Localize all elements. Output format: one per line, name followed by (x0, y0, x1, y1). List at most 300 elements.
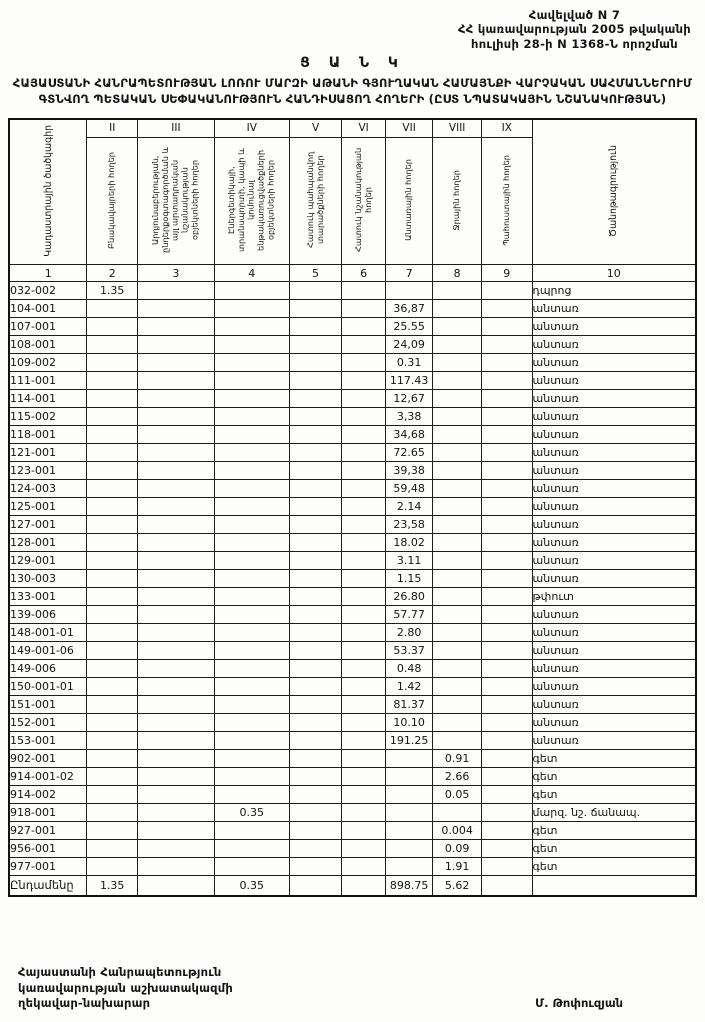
row-value (87, 840, 138, 858)
row-value (289, 804, 342, 822)
row-code: 956-001 (9, 840, 87, 858)
row-value (87, 750, 138, 768)
row-value (87, 318, 138, 336)
row-value (214, 588, 289, 606)
row-value: 34,68 (385, 426, 433, 444)
row-value (214, 462, 289, 480)
row-note: անտառ (532, 570, 696, 588)
row-value (433, 516, 482, 534)
row-code: 128-001 (9, 534, 87, 552)
row-value: 2.80 (385, 624, 433, 642)
header-industrial-lands: Արդյունաբերության, ընդերքօգտագործման և այլ արտադրական նշանակության օբյեկտների հողեր (137, 138, 214, 265)
row-value (433, 336, 482, 354)
row-value (433, 300, 482, 318)
row-value (342, 714, 386, 732)
row-value (342, 804, 386, 822)
row-value (137, 804, 214, 822)
row-value (87, 714, 138, 732)
table-row (9, 570, 696, 588)
table-row (9, 588, 696, 606)
row-value (87, 642, 138, 660)
row-value (137, 426, 214, 444)
row-value (137, 696, 214, 714)
total-value: 5.62 (433, 876, 482, 897)
row-value: 23,58 (385, 516, 433, 534)
table-row (9, 516, 696, 534)
row-note: անտառ (532, 444, 696, 462)
row-value (137, 318, 214, 336)
row-value (87, 570, 138, 588)
row-code: 151-001 (9, 696, 87, 714)
row-value (481, 840, 532, 858)
row-note: անտառ (532, 300, 696, 318)
row-value (137, 588, 214, 606)
table-row (9, 552, 696, 570)
row-note: դպրոց (532, 282, 696, 300)
row-value: 26.80 (385, 588, 433, 606)
row-value (214, 768, 289, 786)
column-number: 4 (214, 265, 289, 282)
row-value: 2.66 (433, 768, 482, 786)
row-value (342, 300, 386, 318)
row-value (342, 552, 386, 570)
row-value (87, 588, 138, 606)
row-value (137, 606, 214, 624)
row-note: անտառ (532, 642, 696, 660)
row-value (342, 354, 386, 372)
row-value (481, 462, 532, 480)
row-note: անտառ (532, 426, 696, 444)
row-note: անտառ (532, 390, 696, 408)
row-code: 115-002 (9, 408, 87, 426)
total-value (532, 876, 696, 897)
row-code: 104-001 (9, 300, 87, 318)
row-value (289, 822, 342, 840)
row-note: անտառ (532, 516, 696, 534)
row-value (289, 858, 342, 876)
table-row (9, 426, 696, 444)
total-row (9, 876, 696, 897)
row-value (214, 858, 289, 876)
row-value (481, 588, 532, 606)
row-value (481, 498, 532, 516)
row-value: 0.48 (385, 660, 433, 678)
row-value (342, 732, 386, 750)
total-value: 0.35 (214, 876, 289, 897)
row-value (137, 822, 214, 840)
row-value (289, 714, 342, 732)
row-value (433, 282, 482, 300)
row-value: 10.10 (385, 714, 433, 732)
column-number: 5 (289, 265, 342, 282)
row-value (289, 408, 342, 426)
table-row (9, 660, 696, 678)
row-code: 152-001 (9, 714, 87, 732)
row-value: 0.05 (433, 786, 482, 804)
column-number: 1 (9, 265, 87, 282)
row-value (214, 570, 289, 588)
row-code: 914-001-02 (9, 768, 87, 786)
total-value: 1.35 (87, 876, 138, 897)
row-value (214, 372, 289, 390)
row-value (87, 660, 138, 678)
row-value (433, 390, 482, 408)
row-value (137, 372, 214, 390)
row-value (481, 318, 532, 336)
row-value (214, 354, 289, 372)
table-row (9, 732, 696, 750)
row-value (137, 858, 214, 876)
row-value (137, 498, 214, 516)
table-row (9, 840, 696, 858)
row-code: 977-001 (9, 858, 87, 876)
row-value: 36,87 (385, 300, 433, 318)
total-value (481, 876, 532, 897)
row-value (342, 408, 386, 426)
row-value: 24,09 (385, 336, 433, 354)
row-note: գետ (532, 750, 696, 768)
table-row (9, 408, 696, 426)
signature-name: Մ. Թոփուզյան (535, 996, 623, 1010)
row-value (342, 642, 386, 660)
row-code: 114-001 (9, 390, 87, 408)
table-row (9, 318, 696, 336)
row-value (342, 498, 386, 516)
row-value (214, 300, 289, 318)
row-value (342, 606, 386, 624)
row-value (137, 462, 214, 480)
row-value (214, 498, 289, 516)
row-value (137, 408, 214, 426)
row-value (214, 606, 289, 624)
row-note: անտառ (532, 372, 696, 390)
row-value (342, 318, 386, 336)
roman-numeral-row (9, 119, 696, 138)
row-value (137, 444, 214, 462)
row-value (342, 840, 386, 858)
row-value (433, 642, 482, 660)
row-value: 25.55 (385, 318, 433, 336)
row-value (137, 390, 214, 408)
row-value (433, 426, 482, 444)
row-value (481, 444, 532, 462)
row-value (342, 822, 386, 840)
appendix-line-2: ՀՀ կառավարության 2005 թվականի (457, 22, 691, 37)
row-value (433, 606, 482, 624)
row-value (433, 660, 482, 678)
row-note: անտառ (532, 318, 696, 336)
row-code: 123-001 (9, 462, 87, 480)
row-value (214, 390, 289, 408)
row-value (87, 336, 138, 354)
row-value (137, 570, 214, 588)
column-number: 10 (532, 265, 696, 282)
row-value (214, 282, 289, 300)
row-value (289, 444, 342, 462)
row-value (433, 498, 482, 516)
row-value (214, 408, 289, 426)
row-value (214, 642, 289, 660)
row-value (137, 282, 214, 300)
row-value (87, 606, 138, 624)
row-value (289, 606, 342, 624)
total-label: Ընդամենը (9, 876, 87, 897)
row-value (289, 786, 342, 804)
row-value (214, 750, 289, 768)
row-value (481, 696, 532, 714)
row-value (481, 570, 532, 588)
table-row (9, 606, 696, 624)
row-value (214, 480, 289, 498)
row-value: 0.31 (385, 354, 433, 372)
row-value (481, 282, 532, 300)
row-note: անտառ (532, 336, 696, 354)
appendix-line-3: հուլիսի 28-ի N 1368-Ն որոշման (471, 36, 678, 51)
row-value (87, 822, 138, 840)
row-value (137, 714, 214, 732)
row-code: 121-001 (9, 444, 87, 462)
row-value (137, 678, 214, 696)
signatory-title-block (18, 965, 233, 1012)
roman-numeral: II (87, 119, 138, 138)
header-energy-transport-lands: Էներգետիկայի, տրանսպորտի, կապի և կոմունալ ենթակառուցվածքների օբյեկտների հողեր (214, 138, 289, 265)
table-row (9, 678, 696, 696)
row-note: գետ (532, 822, 696, 840)
row-value (433, 678, 482, 696)
row-value (87, 516, 138, 534)
row-value: 3,38 (385, 408, 433, 426)
row-value (137, 480, 214, 498)
row-value (481, 480, 532, 498)
document-subtitle: ՀԱՅԱՍՏԱՆԻ ՀԱՆՐԱՊԵՏՈՒԹՅԱՆ ԼՈՌՈՒ ՄԱՐԶԻ ԱԹԱՆԻ ԳՅՈՒՂԱԿԱՆ ՀԱՄԱՅՆՔԻ ՎԱՐՉԱԿԱՆ ՍԱՀՄԱՆՆԵՐՈՒՄ ԳՏՆՎՈՂ ՊԵՏԱԿԱՆ ՍԵՓԱԿԱՆՈՒԹՅՈՒՆ ՀԱՆԴԻՍԱՑՈՂ ՀՈՂԵՐԻ (ԸՍՏ ՆՊԱՏԱԿԱՅԻՆ ՆՇԱՆԱԿՈՒԹՅԱՆ) (12, 75, 693, 107)
row-value (481, 534, 532, 552)
total-value (289, 876, 342, 897)
row-value (342, 426, 386, 444)
table-row (9, 624, 696, 642)
row-value (137, 786, 214, 804)
row-value: 1.91 (433, 858, 482, 876)
column-number: 7 (385, 265, 433, 282)
row-value (481, 822, 532, 840)
column-number: 3 (137, 265, 214, 282)
row-note: անտառ (532, 552, 696, 570)
row-value (289, 768, 342, 786)
row-value (481, 660, 532, 678)
table-row (9, 804, 696, 822)
row-value (342, 786, 386, 804)
row-value (342, 624, 386, 642)
table-row (9, 354, 696, 372)
row-value: 72.65 (385, 444, 433, 462)
row-code: 111-001 (9, 372, 87, 390)
column-number: 6 (342, 265, 386, 282)
roman-numeral: VII (385, 119, 433, 138)
row-value (87, 354, 138, 372)
row-value (342, 696, 386, 714)
row-value (87, 552, 138, 570)
table-row (9, 768, 696, 786)
row-value: 39,38 (385, 462, 433, 480)
total-value (342, 876, 386, 897)
row-value (481, 552, 532, 570)
row-value: 3.11 (385, 552, 433, 570)
footer-line-3: ղեկավար-նախարար (18, 996, 151, 1011)
row-value (481, 786, 532, 804)
row-value (87, 804, 138, 822)
row-value (87, 480, 138, 498)
row-code: 107-001 (9, 318, 87, 336)
row-value (481, 372, 532, 390)
row-value (433, 462, 482, 480)
row-value (87, 768, 138, 786)
row-value (481, 408, 532, 426)
row-value (289, 588, 342, 606)
row-code: 149-001-06 (9, 642, 87, 660)
header-residential-lands: Բնակավայրերի հողեր (87, 138, 138, 265)
row-value (137, 732, 214, 750)
row-value (481, 606, 532, 624)
row-value (137, 336, 214, 354)
row-value (214, 840, 289, 858)
row-value (289, 678, 342, 696)
table-row (9, 444, 696, 462)
row-value: 57.77 (385, 606, 433, 624)
row-value (433, 714, 482, 732)
row-value (433, 534, 482, 552)
row-value (342, 480, 386, 498)
total-value: 898.75 (385, 876, 433, 897)
row-value: 1.35 (87, 282, 138, 300)
table-row (9, 462, 696, 480)
row-value: 81.37 (385, 696, 433, 714)
header-forest-lands: Անտառային հողեր (385, 138, 433, 265)
row-value (433, 570, 482, 588)
row-value (137, 552, 214, 570)
row-note: անտառ (532, 408, 696, 426)
row-value: 0.91 (433, 750, 482, 768)
row-code: 130-003 (9, 570, 87, 588)
row-value (342, 750, 386, 768)
row-value (289, 534, 342, 552)
table-row (9, 498, 696, 516)
row-value (214, 552, 289, 570)
row-value (385, 858, 433, 876)
row-value (137, 534, 214, 552)
row-code: 124-003 (9, 480, 87, 498)
row-value (481, 858, 532, 876)
row-value (481, 642, 532, 660)
row-value (481, 714, 532, 732)
row-value (214, 786, 289, 804)
row-value (289, 390, 342, 408)
row-value (87, 534, 138, 552)
row-code: 139-006 (9, 606, 87, 624)
row-note: անտառ (532, 714, 696, 732)
header-water-lands: Ջրային հողեր (433, 138, 482, 265)
row-value (342, 534, 386, 552)
row-value (385, 786, 433, 804)
row-value (342, 660, 386, 678)
row-value: 117.43 (385, 372, 433, 390)
row-value (433, 354, 482, 372)
row-note: գետ (532, 840, 696, 858)
row-value (433, 804, 482, 822)
table-row (9, 822, 696, 840)
row-value (289, 300, 342, 318)
row-note: մարզ. նշ. ճանապ. (532, 804, 696, 822)
row-code: 133-001 (9, 588, 87, 606)
row-value (481, 678, 532, 696)
footer-line-2: կառավարության աշխատակազմի (18, 980, 233, 995)
table-row (9, 696, 696, 714)
row-value (137, 624, 214, 642)
roman-numeral: III (137, 119, 214, 138)
row-code: 927-001 (9, 822, 87, 840)
row-value (87, 408, 138, 426)
row-value: 0.004 (433, 822, 482, 840)
row-value (385, 804, 433, 822)
row-value (385, 840, 433, 858)
row-value (342, 372, 386, 390)
row-value (214, 696, 289, 714)
row-note: անտառ (532, 660, 696, 678)
row-value (87, 624, 138, 642)
row-value (385, 768, 433, 786)
table-row (9, 858, 696, 876)
column-number: 9 (481, 265, 532, 282)
row-note: գետ (532, 858, 696, 876)
row-value (342, 588, 386, 606)
column-number-row (9, 265, 696, 282)
row-value (433, 732, 482, 750)
column-number: 2 (87, 265, 138, 282)
row-value (137, 660, 214, 678)
row-value (481, 732, 532, 750)
roman-numeral: VI (342, 119, 386, 138)
row-value (433, 480, 482, 498)
row-value (87, 462, 138, 480)
row-code: 108-001 (9, 336, 87, 354)
row-value (342, 462, 386, 480)
appendix-line-1: Հավելված N 7 (528, 8, 621, 22)
row-value (87, 390, 138, 408)
row-value (214, 534, 289, 552)
row-note: անտառ (532, 480, 696, 498)
row-note: անտառ (532, 696, 696, 714)
roman-numeral: IV (214, 119, 289, 138)
table-row (9, 300, 696, 318)
row-value (289, 840, 342, 858)
row-value (342, 390, 386, 408)
row-value (87, 426, 138, 444)
row-value (137, 750, 214, 768)
header-special-purpose-lands: Հատուկ նշանակության հողեր (342, 138, 386, 265)
row-note: անտառ (532, 354, 696, 372)
row-value: 59,48 (385, 480, 433, 498)
row-note: թփուտ (532, 588, 696, 606)
row-value (289, 480, 342, 498)
row-value (137, 354, 214, 372)
row-value (342, 444, 386, 462)
row-value (214, 822, 289, 840)
roman-numeral: VIII (433, 119, 482, 138)
row-value (214, 444, 289, 462)
row-value: 0.35 (214, 804, 289, 822)
row-code: 127-001 (9, 516, 87, 534)
row-value (289, 642, 342, 660)
table-row (9, 786, 696, 804)
row-value (481, 426, 532, 444)
